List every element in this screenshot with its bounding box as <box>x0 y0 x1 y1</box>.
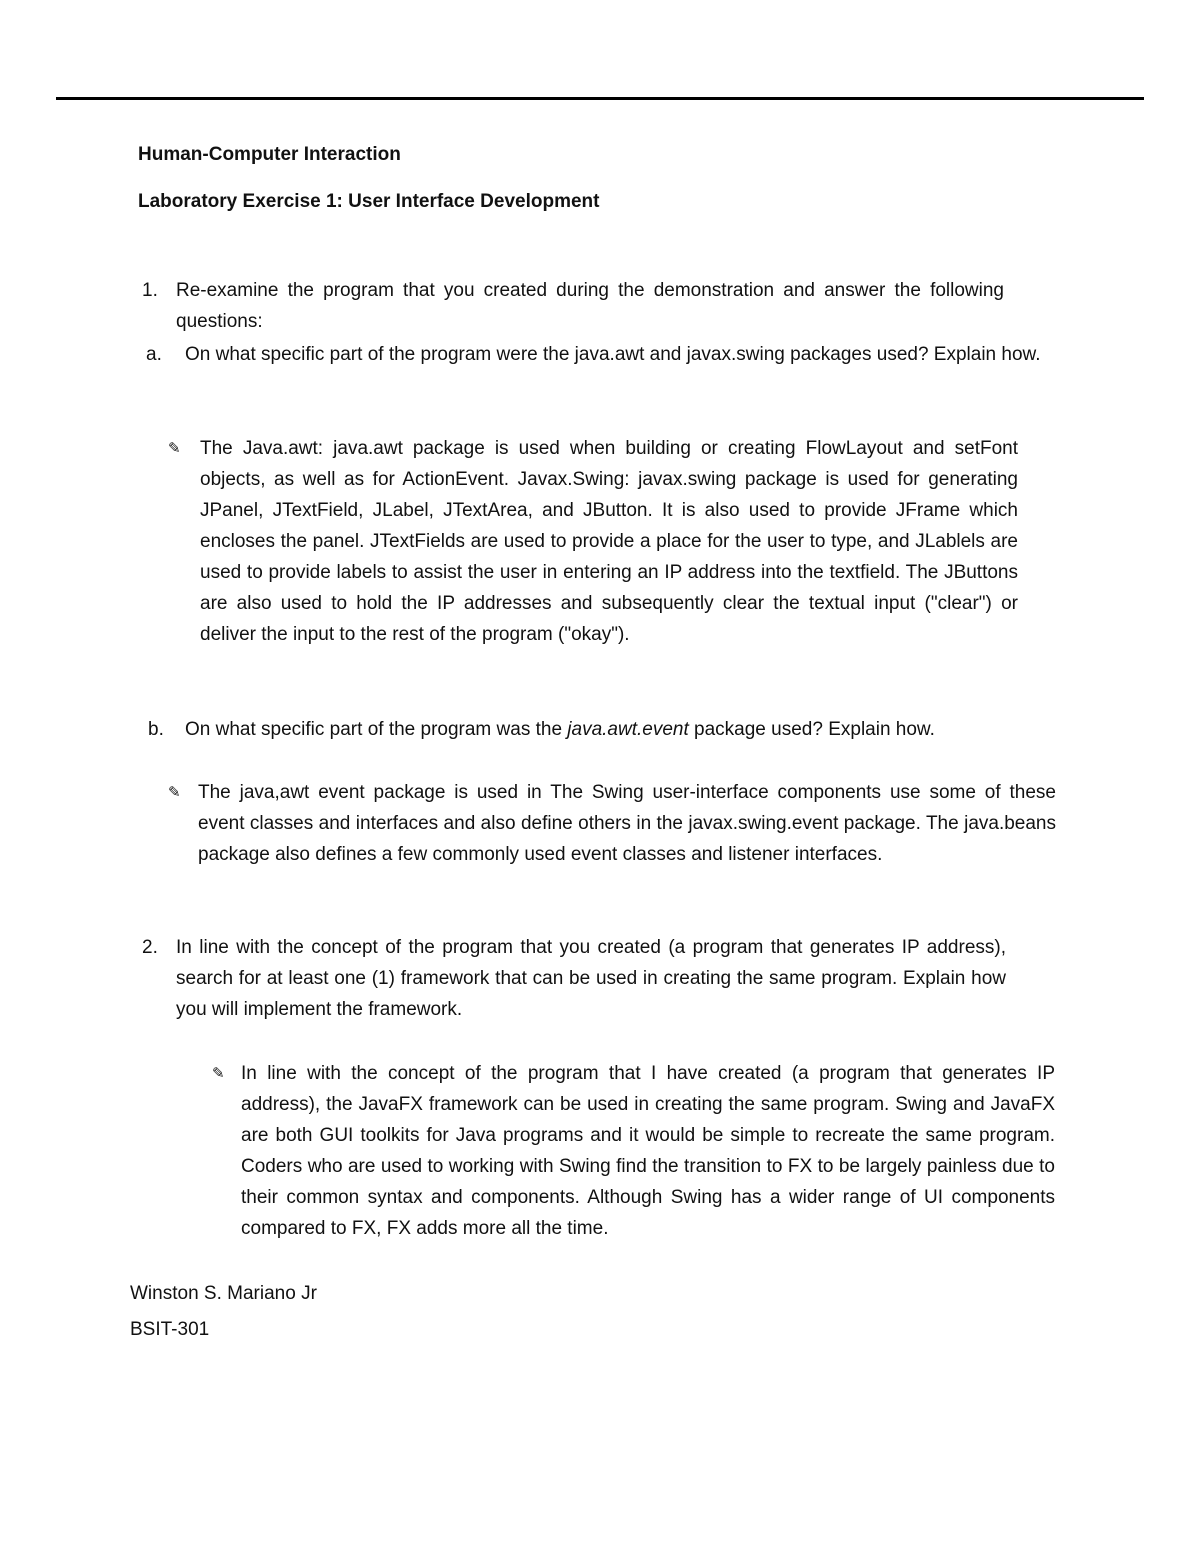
student-name: Winston S. Mariano Jr <box>130 1283 317 1304</box>
pencil-bullet-icon: ✎ <box>212 1065 225 1082</box>
question-1b-letter: b. <box>148 719 164 740</box>
header-rule <box>56 97 1144 100</box>
question-1b-text: On what specific part of the program was the java.awt.event package used? Explain how. <box>185 719 935 740</box>
answer-1b: The java,awt event package is used in The Swing user-interface components use some of these event classes and interfaces and also define others in the javax.swing.event package. The java.beans package also defines a few commonly used event classes and listener interfaces. <box>198 782 1056 865</box>
question-1b-package: java.awt.event <box>567 719 689 740</box>
question-2-number: 2. <box>142 937 158 958</box>
question-1-text: Re-examine the program that you created during the demonstration and answer the following questions: <box>176 280 1004 332</box>
question-2-text: In line with the concept of the program that you created (a program that generates IP address), search for at least one (1) framework that can be used in creating the same program. Explain how you will implement the framework. <box>176 937 1006 1020</box>
pencil-bullet-icon: ✎ <box>168 440 181 457</box>
question-1a-letter: a. <box>146 344 162 365</box>
pencil-bullet-icon: ✎ <box>168 784 181 801</box>
question-1-number: 1. <box>142 280 158 301</box>
question-1a-text: On what specific part of the program were the java.awt and javax.swing packages used? Explain how. <box>185 344 1041 365</box>
course-title: Human-Computer Interaction <box>138 144 401 165</box>
answer-2: In line with the concept of the program that I have created (a program that generates IP address), the JavaFX framework can be used in creating the same program. Swing and JavaFX are both GUI toolkits for Java programs and it would be simple to recreate the same program. Coders who are used to working with Swing find the transition to FX to be largely painless due to their common syntax and components. Although Swing has a wider range of UI components compared to FX, FX adds more all the time. <box>241 1063 1055 1239</box>
answer-1a: The Java.awt: java.awt package is used when building or creating FlowLayout and setFont objects, as well as for ActionEvent. Javax.Swing: javax.swing package is used for generating JPanel, JTextField, JLabel, JTextArea, and JButton. It is also used to provide JFrame which encloses the panel. JTextFields are used to provide a place for the user to type, and JLablels are used to provide labels to assist the user in entering an IP address into the textfield. The JButtons are also used to hold the IP addresses and subsequently clear the textual input ("clear") or deliver the input to the rest of the program ("okay"). <box>200 438 1018 645</box>
student-section: BSIT-301 <box>130 1319 210 1340</box>
exercise-title: Laboratory Exercise 1: User Interface Development <box>138 191 600 212</box>
